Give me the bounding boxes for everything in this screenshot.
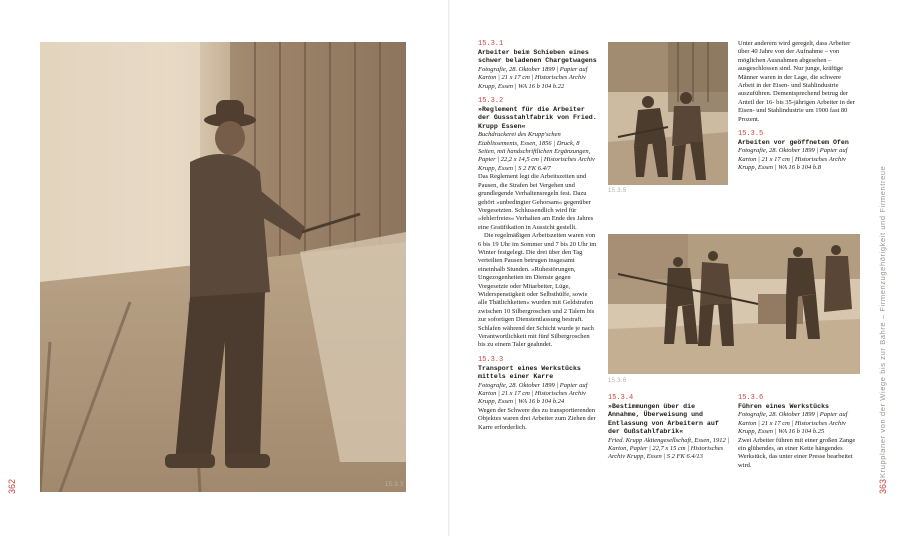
- page-number: 363: [878, 478, 888, 494]
- entry-body: [478, 173, 598, 350]
- workers-at-furnace-photo: [608, 42, 728, 185]
- paragraph: Wegen der Schwere des zu transportierenden Objektes waren drei Arbeiter zum Ziehen der Karre erforderlich.: [478, 406, 596, 431]
- entry-15-3-6: [738, 394, 858, 470]
- photo-caption-number: 15.3.6: [608, 378, 627, 384]
- text-column-2: [738, 40, 858, 179]
- entry-number: 15.3.3: [478, 355, 504, 364]
- entry-title: Arbeiter beim Schieben eines schwer beladenen Chargetwagens: [478, 49, 597, 65]
- entry-meta: Fotografie, 28. Oktober 1899 | Papier auf Karton | 21 x 17 cm | Historisches Archiv Krupp, Essen | WA 16 b 104 b.8: [738, 147, 848, 172]
- worker-pushing-cart-photo: [40, 42, 406, 492]
- entry-number: 15.3.6: [738, 394, 764, 402]
- entry-title: Transport eines Werkstücks mittels einer Karre: [478, 364, 581, 381]
- entry-number: 15.3.1: [478, 40, 504, 48]
- entry-15-3-4: [608, 394, 730, 462]
- entry-title: Arbeiten vor geöffnetem Ofen: [738, 139, 849, 147]
- entry-title: »Reglement für die Arbeiter der Gussstahlfabrik von Fried. Krupp Essen«: [478, 106, 597, 130]
- page-number: 362: [7, 478, 17, 494]
- paragraph: Zwei Arbeiter führen mit einer großen Zange ein glühendes, an einer Kette hängendes Werkstück, das unter einer Presse bearbeitet wird.: [738, 436, 856, 469]
- guiding-workpiece-photo: [608, 234, 860, 374]
- entry-15-3-1: [478, 40, 598, 91]
- entry-body: [478, 407, 598, 432]
- entry-number: 15.3.2: [478, 97, 504, 106]
- entry-meta: Fotografie, 28. Oktober 1899 | Papier auf Karton | 21 x 17 cm | Historisches Archiv Krupp, Essen | WA 16 b 104 b.25: [738, 411, 848, 436]
- right-page: [450, 0, 900, 536]
- entry-title: »Bestimmungen über die Annahme, Überweisung und Entlassung von Arbeitern auf der Gußstahlfabrik«: [608, 403, 719, 436]
- intro-text: [738, 40, 858, 124]
- entry-body: [738, 437, 858, 471]
- running-head: Krupplaner von der Wiege bis zur Bahre – Firmenzugehörigkeit und Firmentreue: [878, 165, 887, 478]
- entry-title: Führen eines Werkstücks: [738, 403, 830, 410]
- paragraph: Die regelmäßigen Arbeitszeiten waren von 6 bis 19 Uhr im Sommer und 7 bis 20 Uhr im Winter festgelegt. Die drei über den Tag verteilten Pausen betrugen insgesamt eineinhalb Stunden. »Ruhestörungen, Ungezogenheiten im Dienste gegen Vorgesetzte oder Mitarbeiter, Lüge, Widerspenstigkeit oder Selbsthülfe, sowie alle Thätlichkeiten« wurden mit Geldstrafen zwischen 10 Silbergroschen und 2 Talern bis zur sofortigen Dienstentlassung bestraft. Schlafen während der Schicht wurde je nach Verantwortlichkeit mit fünf Silbergroschen bis zu einem Taler geahndet.: [478, 232, 597, 349]
- entry-number: 15.3.4: [608, 394, 634, 402]
- entry-meta: Fotografie, 28. Oktober 1899 | Papier auf Karton | 21 x 17 cm | Historisches Archiv Krupp, Essen | WA 16 b 104 b.22: [478, 65, 588, 90]
- entry-15-3-5: [738, 130, 858, 173]
- paragraph: Unter anderem wird geregelt, dass Arbeiter über 40 Jahre von der Aufnahme – von möglichen Ausnahmen abgesehen – ausgeschlossen sind. Nur junge, kräftige Männer waren in der Lage, die schwere Arbeit in der Eisen- und Stahlindustrie auszuführen. Dementsprechend betrug der Anteil der 16- bis 35-jährigen Arbeiter in der Eisen- und Stahlindustrie um 1900 fast 80 Prozent.: [738, 40, 855, 123]
- text-column-1: [478, 40, 598, 438]
- entry-meta: Buchdruckerei des Krupp'schen Etablissements, Essen, 1856 | Druck, 8 Seiten, mit handschriftlichen Ergänzungen, Papier | 22,2 x 14,5 cm | Historisches Archiv Krupp, Essen | S 2 FK 6.4/7: [478, 131, 595, 172]
- entry-number: 15.3.5: [738, 130, 764, 139]
- entry-meta: Fotografie, 28. Oktober 1899 | Papier auf Karton | 21 x 17 cm | Historisches Archiv Krupp, Essen | WA 16 b 104 b.24: [478, 381, 588, 406]
- photo-caption-number: 15.3.5: [608, 188, 627, 194]
- paragraph: Das Reglement legt die Arbeitszeiten und Pausen, die Strafen bei Vergehen und grundlegende Verhaltensregeln fest. Dazu gehört »unbedingter Gehorsam« gegenüber Vorgesetzten. Schlussendlich wird für »fehlerfreies« Verhalten am Ende des Jahres eine Gratifikation in Aussicht gestellt.: [478, 173, 594, 231]
- entry-15-3-3: [478, 356, 598, 432]
- entry-15-3-2: [478, 97, 598, 350]
- entry-meta: Fried. Krupp Aktiengesellschaft, Essen, 1912 | Karton, Papier | 22,7 x 15 cm | Historisches Archiv Krupp, Essen | S 2 FK 6.4/13: [608, 436, 730, 461]
- photo-caption-number: 15.3.3: [385, 482, 404, 488]
